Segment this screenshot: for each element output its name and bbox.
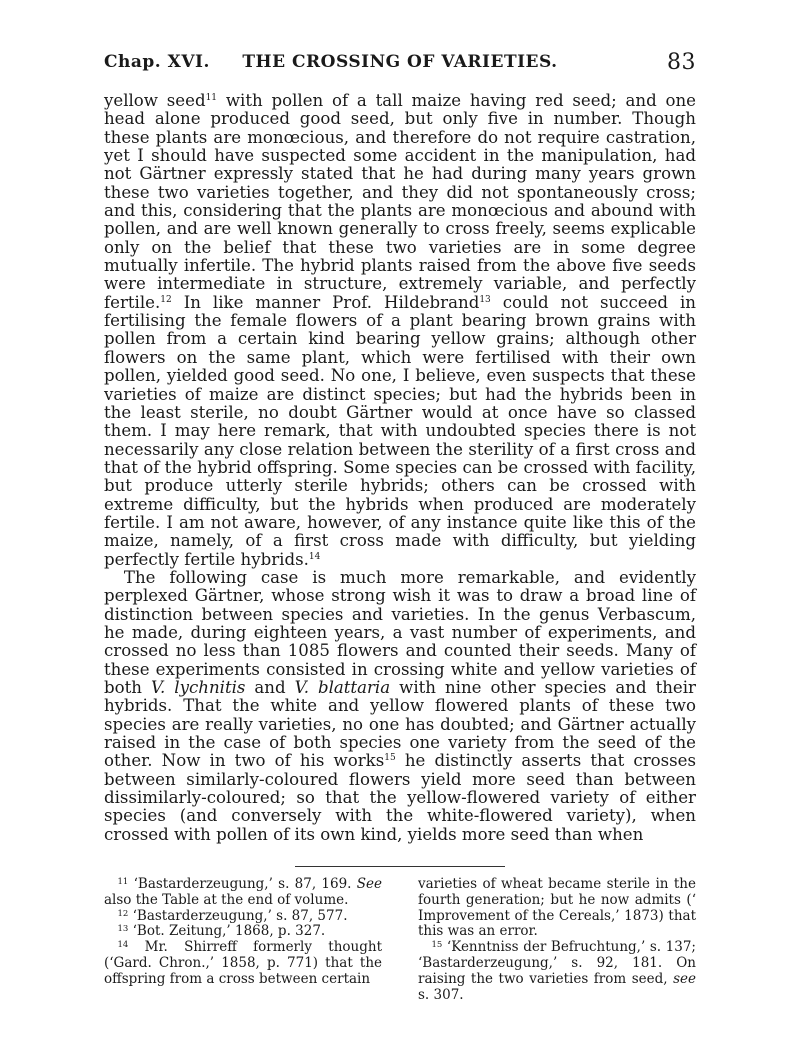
footnotes — [104, 877, 696, 1003]
text-run: could not succeed in fertilising the female flowers of a plant bearing brown grains with pollen from a certain kind bearing yellow grains; although other flowers on the same plant, which were fertilised with their own pollen, yielded good seed. No one, I believe, even suspects that these varieties of maize are distinct species; but had the hybrids been in the least sterile, no doubt Gärtner would at once have so classed them. I may here remark, that with undoubted species there is not necessarily any close relation between the sterility of a first cross and that of the hybrid offspring. Some species can be crossed with facility, but produce utterly sterile hybrids; others can be crossed with extreme difficulty, but the hybrids when produced are moderately fertile. I am not aware, however, of any instance quite like this of the maize, namely, of a first cross made with difficulty, but yielding perfectly fertile hybrids. — [104, 292, 696, 569]
footnote-11 — [104, 877, 382, 909]
footnote-number: 13 — [117, 924, 129, 935]
footnote-13 — [104, 924, 382, 940]
footnote-text: ‘Kenntniss der Befruchtung,’ s. 137; ‘Bastarderzeugung,’ s. 92, 181. On raising the two varieties from seed, — [418, 939, 696, 987]
paragraph-2 — [104, 569, 696, 844]
species-name: V. blattaria — [294, 678, 391, 697]
footnote-ref-15[interactable]: 15 — [384, 753, 396, 764]
chapter-label: Chap. XVI. — [104, 52, 210, 72]
paragraph-1 — [104, 92, 696, 569]
body-text — [104, 92, 696, 844]
footnote-text: ‘Bastarderzeugung,’ s. 87, 577. — [128, 907, 348, 924]
footnote-text: also the Table at the end of volume. — [104, 891, 349, 908]
footnote-14 — [104, 940, 382, 987]
text-run: with pollen of a tall maize having red seed; and one head alone produced good seed, but only five in number. Though these plants are monœcious, and therefore do not require castration, yet I should have suspected some accident in the manipulation, had not Gärtner expressly stated that he had during many years grown these two varieties together, and they did not spontaneously cross; and this, considering that the plants are monœcious and abound with pollen, and are well known generally to cross freely, seems explicable only on the belief that these two varieties are in some degree mutually infertile. The hybrid plants raised from the above five seeds were intermediate in structure, extremely variable, and perfectly fertile. — [104, 91, 696, 312]
footnote-ref-11[interactable]: 11 — [205, 93, 218, 103]
footnote-number: 11 — [117, 877, 129, 888]
footnote-text: see — [673, 970, 696, 987]
footnote-text: s. 307. — [418, 986, 464, 1003]
footnote-number: 12 — [117, 908, 129, 919]
footnote-ref-13[interactable]: 13 — [479, 294, 491, 305]
running-head — [104, 52, 696, 80]
footnote-text: ‘Bot. Zeitung,’ 1868, p. 327. — [128, 923, 326, 940]
footnote-column-right — [418, 877, 696, 1003]
text-run: with nine other species and their hybrids. That the white and yellow flowered plants of these two species are really varieties, no one has doubted; and Gärtner actually raised in the case of both species one variety from the seed of the other. Now in two of his works — [104, 678, 696, 771]
footnote-15 — [418, 940, 696, 1003]
footnote-text: ‘Bastarderzeugung,’ s. 87, 169. — [128, 876, 357, 893]
footnote-text: See — [356, 876, 382, 893]
footnote-ref-12[interactable]: 12 — [160, 294, 172, 305]
page-number: 83 — [667, 50, 696, 75]
text-run: The following case is much more remarkable, and evidently perplexed Gärtner, whose strong wish it was to draw a broad line of distinction between species and varieties. In the genus Verbascum, he made, during eighteen years, a vast number of experiments, and crossed no less than 1085 flowers and counted their seeds. Many of these experiments consisted in crossing white and yellow varieties of both — [104, 567, 696, 697]
footnote-column-left — [104, 877, 382, 1003]
footnote-text: varieties of wheat became sterile in the fourth generation; but he now admits (‘ Improvement of the Cereals,’ 1873) that this was an error. — [418, 876, 696, 940]
text-run: yellow seed — [104, 91, 206, 110]
footnote-divider — [295, 866, 505, 867]
footnote-14-continued — [418, 877, 696, 940]
footnote-text: Mr. Shirreff formerly thought (‘Gard. Chron.,’ 1858, p. 771) that the offspring from a cross between certain — [104, 939, 382, 987]
footnote-number: 15 — [431, 940, 443, 951]
running-title: THE CROSSING OF VARIETIES. — [242, 52, 558, 72]
footnote-12 — [104, 909, 382, 925]
footnote-number: 14 — [117, 940, 129, 951]
text-run: he distinctly asserts that crosses between similarly-coloured flowers yield more seed than between dissimilarly-coloured; so that the yellow-flowered variety of either species (and conversely with the white-flowered variety), when crossed with pollen of its own kind, yields more seed than when — [104, 751, 697, 844]
text-run: In like manner Prof. Hildebrand — [171, 292, 480, 312]
species-name: V. lychnitis — [150, 678, 246, 697]
text-run: and — [245, 678, 295, 697]
footnote-ref-14[interactable]: 14 — [308, 551, 321, 562]
